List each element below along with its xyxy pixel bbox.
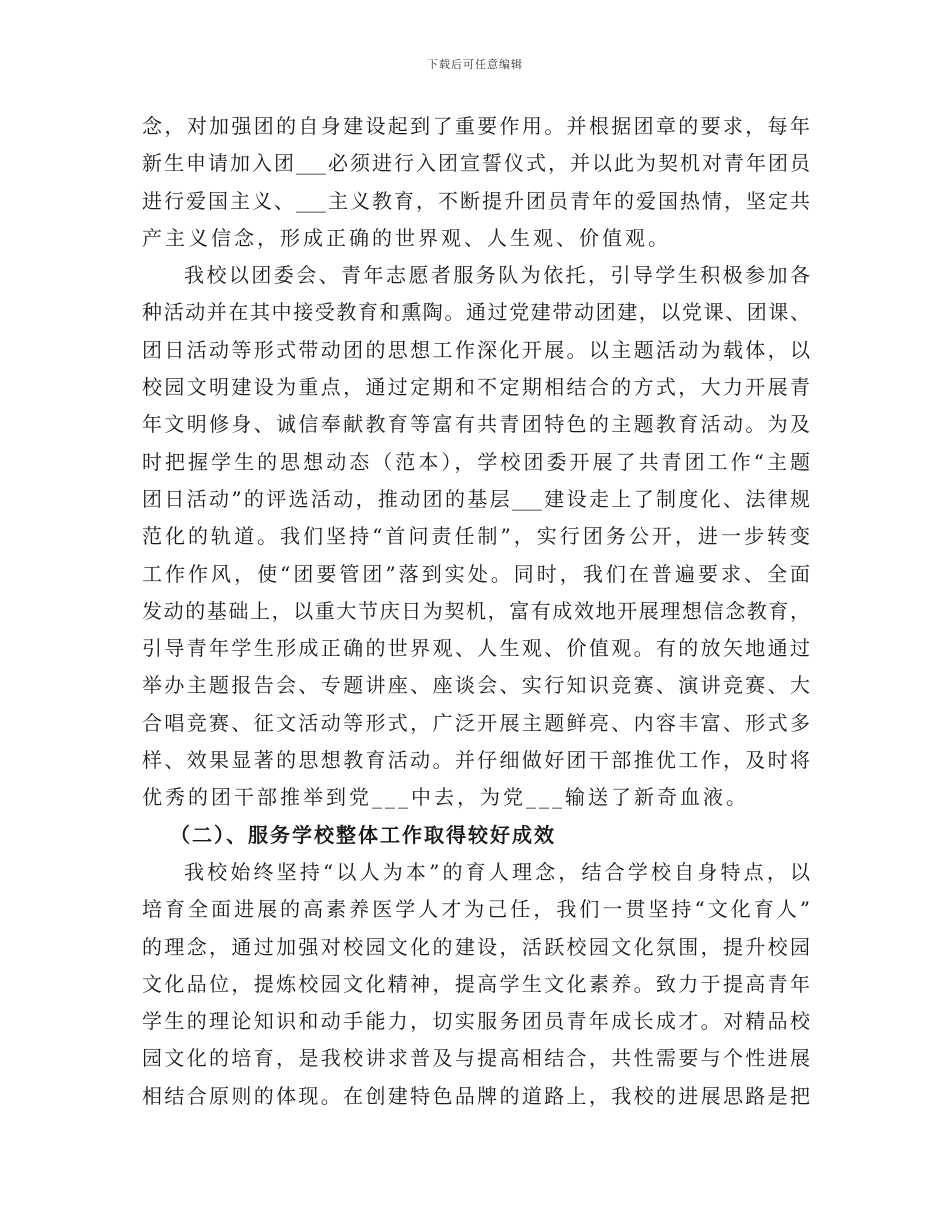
- paragraph-line: 培育全面进展的高素养医学人才为己任，我们一贯坚持“文化育人”: [142, 897, 810, 922]
- paragraph-line: 优秀的团干部推举到党___中去，为党___输送了新奇血液。: [142, 785, 749, 810]
- paragraph-line: 团日活动”的评选活动，推动团的基层___建设走上了制度化、法律规: [142, 486, 810, 511]
- paragraph-line: 的理念，通过加强对校园文化的建设，活跃校园文化氛围，提升校园: [142, 934, 810, 959]
- paragraph-line: 校园文明建设为重点，通过定期和不定期相结合的方式，大力开展青: [142, 375, 810, 400]
- paragraph-line: 团日活动等形式带动团的思想工作深化开展。以主题活动为载体，以: [142, 337, 810, 362]
- paragraph-line: 园文化的培育，是我校讲求普及与提高相结合，共性需要与个性进展: [142, 1046, 810, 1071]
- paragraph-line: 时把握学生的思想动态（范本），学校团委开展了共青团工作“主题: [142, 449, 810, 474]
- paragraph-line: 学生的理论知识和动手能力，切实服务团员青年成长成才。对精品校: [142, 1009, 810, 1034]
- paragraph-line: 举办主题报告会、专题讲座、座谈会、实行知识竞赛、演讲竞赛、大: [142, 673, 810, 698]
- paragraph-line: 合唱竞赛、征文活动等形式，广泛开展主题鲜亮、内容丰富、形式多: [142, 710, 810, 735]
- paragraph-line: 种活动并在其中接受教育和熏陶。通过党建带动团建，以党课、团课、: [142, 300, 810, 325]
- paragraph-line: 进行爱国主义、___主义教育，不断提升团员青年的爱国热情，坚定共: [142, 188, 810, 213]
- section-heading: （二）、服务学校整体工作取得较好成效: [170, 822, 556, 847]
- paragraph-line: 我校以团委会、青年志愿者服务队为依托，引导学生积极参加各: [184, 263, 810, 288]
- paragraph-line: 工作作风，使“团要管团”落到实处。同时，我们在普遍要求、全面: [142, 561, 810, 586]
- paragraph-line: 发动的基础上，以重大节庆日为契机，富有成效地开展理想信念教育，: [142, 598, 810, 623]
- paragraph-line: 念，对加强团的自身建设起到了重要作用。并根据团章的要求，每年: [142, 114, 810, 138]
- paragraph-line: 我校始终坚持“以人为本”的育人理念，结合学校自身特点，以: [184, 859, 810, 884]
- paragraph-line: 年文明修身、诚信奉献教育等富有共青团特色的主题教育活动。为及: [142, 412, 810, 437]
- paragraph-line: 相结合原则的体现。在创建特色品牌的道路上，我校的进展思路是把: [142, 1083, 810, 1108]
- paragraph-line: 引导青年学生形成正确的世界观、人生观、价值观。有的放矢地通过: [142, 636, 810, 661]
- paragraph-line: 新生申请加入团___必须进行入团宣誓仪式，并以此为契机对青年团员: [142, 151, 810, 176]
- document-body: [142, 108, 810, 1115]
- page-header: 下载后可任意编辑: [427, 58, 523, 71]
- paragraph-line: 文化品位，提炼校园文化精神，提高学生文化素养。致力于提高青年: [142, 971, 810, 996]
- paragraph-line: 样、效果显著的思想教育活动。并仔细做好团干部推优工作，及时将: [142, 748, 810, 773]
- paragraph-line: 产主义信念，形成正确的世界观、人生观、价值观。: [142, 225, 671, 250]
- paragraph-line: 范化的轨道。我们坚持“首问责任制”，实行团务公开，进一步转变: [142, 524, 810, 549]
